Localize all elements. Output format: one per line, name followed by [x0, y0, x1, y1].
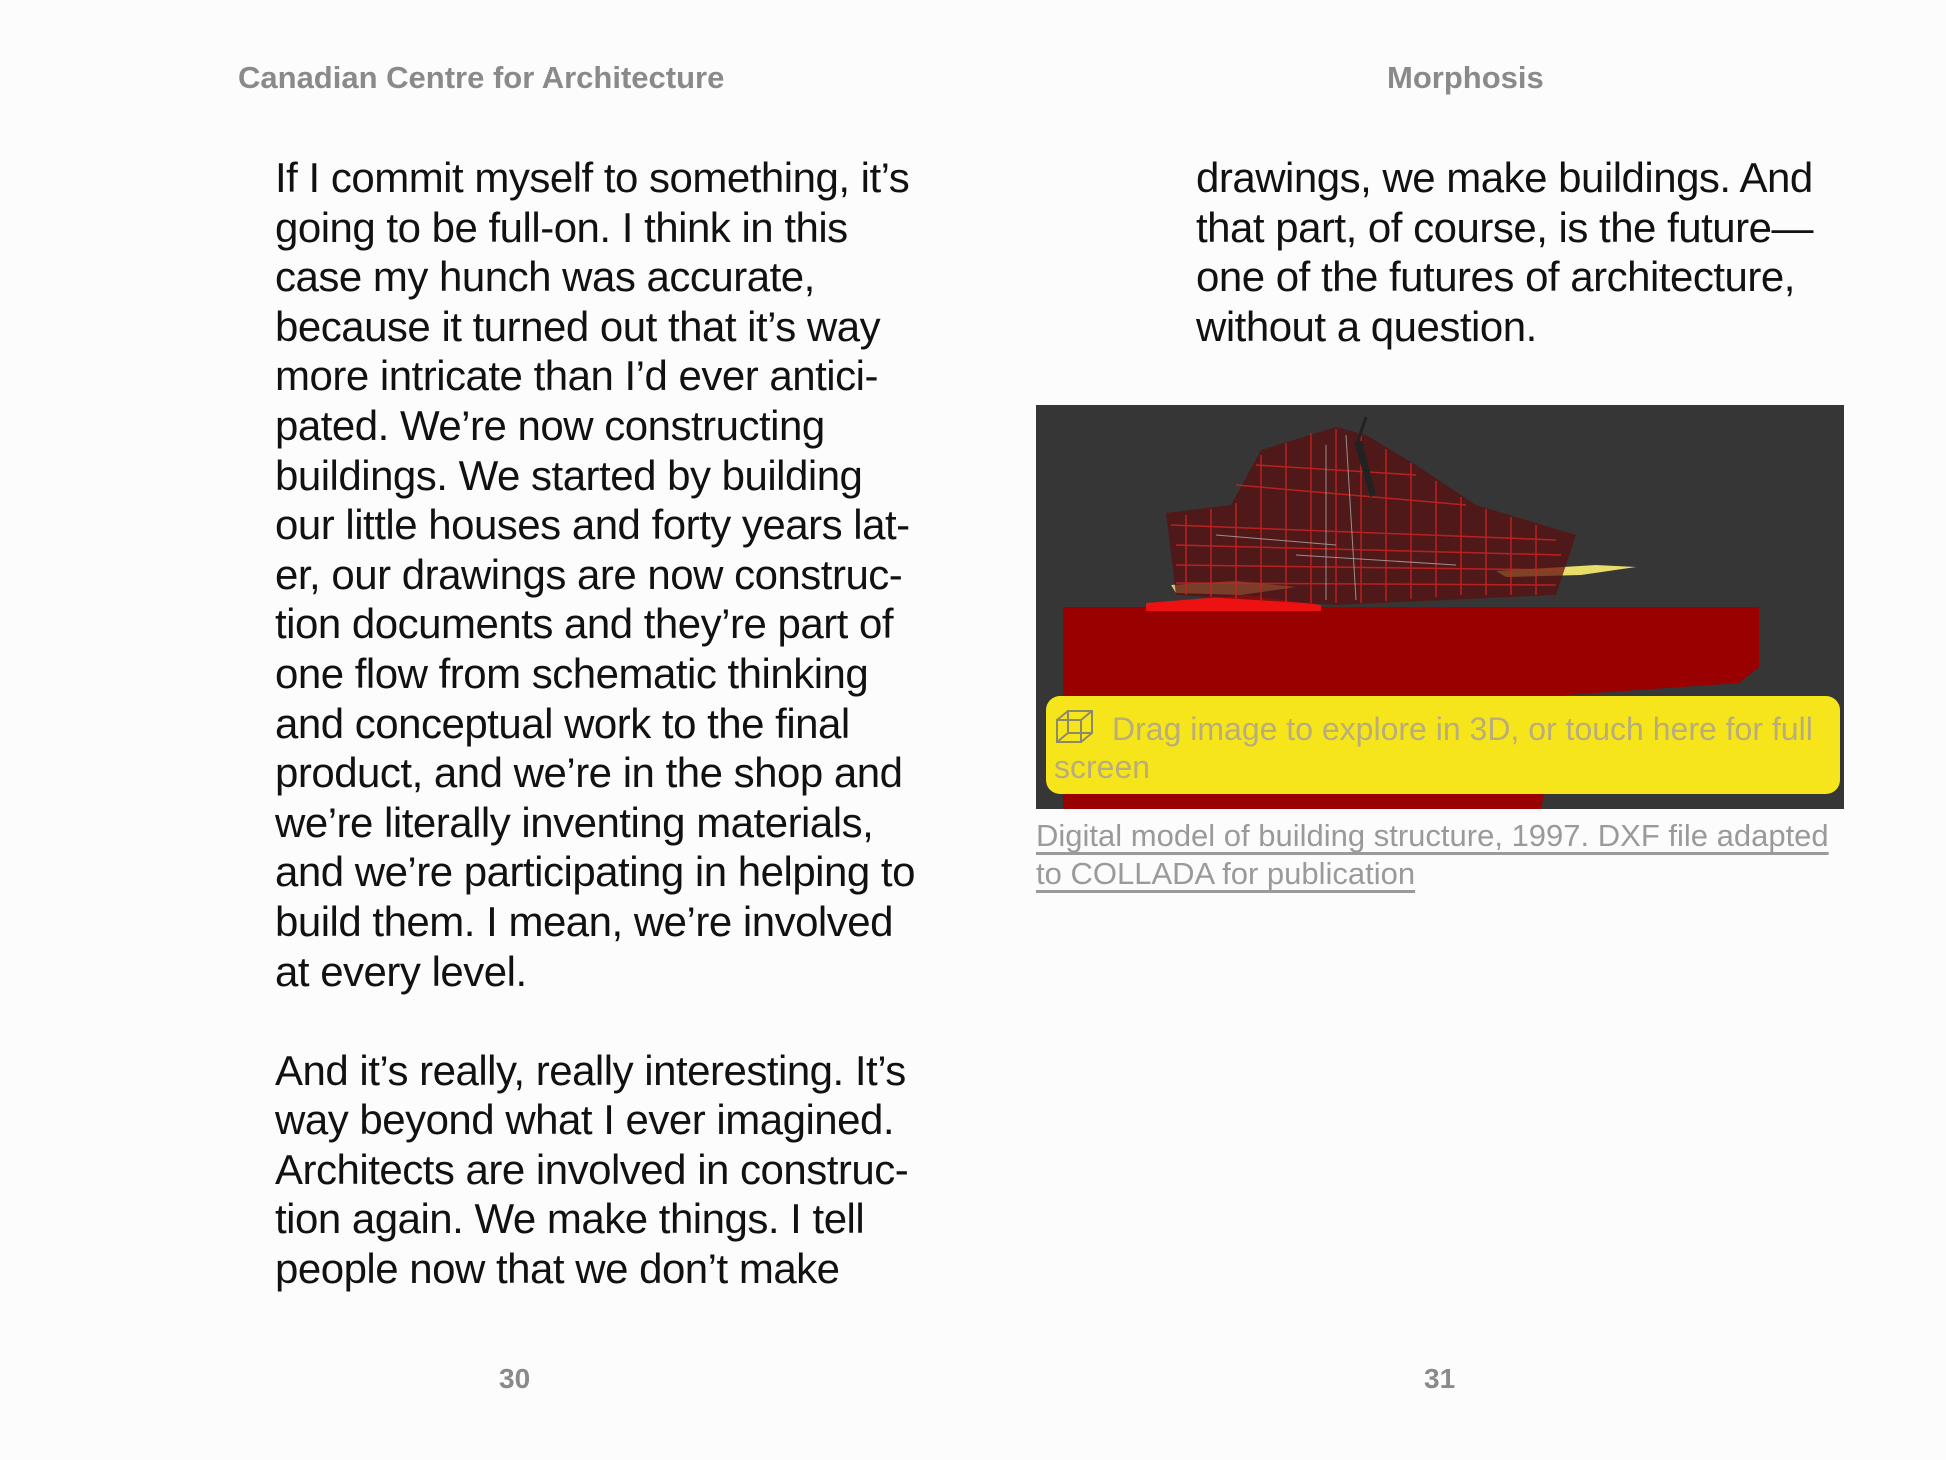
text-line: And it’s really, really interesting. It’s: [275, 1046, 906, 1094]
cube-3d-icon: [1054, 708, 1098, 746]
text-line: tion documents and they’re part of: [275, 600, 894, 648]
text-line: case my hunch was accurate,: [275, 253, 815, 301]
text-line: at every level.: [275, 947, 527, 995]
page-number-right: 31: [1424, 1363, 1456, 1394]
left-paragraph-1: [275, 153, 915, 996]
text-line: drawings, we make buildings. And: [1196, 154, 1813, 201]
explore-3d-text: Drag image to explore in 3D, or touch here for full screen: [1054, 711, 1813, 785]
text-line: product, and we’re in the shop and: [275, 749, 903, 797]
text-line: because it turned out that it’s way: [275, 302, 881, 350]
text-line: that part, of course, is the future—: [1196, 203, 1813, 251]
right-page-text: [1196, 153, 1813, 351]
text-line: er, our drawings are now construc-: [275, 550, 903, 598]
text-line: build them. I mean, we’re involved: [275, 897, 893, 945]
running-header-book-title: Canadian Centre for Architecture: [238, 60, 725, 95]
text-line: Architects are involved in construc-: [275, 1145, 909, 1193]
text-line: and conceptual work to the final: [275, 699, 850, 747]
left-paragraph-2: [275, 1046, 915, 1294]
text-line: If I commit myself to something, it’s: [275, 154, 910, 201]
text-line: one of the futures of architecture,: [1196, 253, 1795, 301]
text-line: one flow from schematic thinking: [275, 649, 869, 697]
model-structure: [1166, 427, 1576, 605]
text-line: pated. We’re now constructing: [275, 401, 825, 449]
text-line: tion again. We make things. I tell: [275, 1195, 865, 1243]
explore-3d-banner[interactable]: [1046, 696, 1840, 794]
text-line: we’re literally inventing materials,: [275, 798, 874, 846]
figure-caption[interactable]: [1036, 817, 1846, 893]
text-line: more intricate than I’d ever antici-: [275, 352, 878, 400]
text-line: without a question.: [1196, 302, 1537, 350]
text-line: people now that we don’t make: [275, 1245, 840, 1293]
text-line: and we’re participating in helping to: [275, 848, 915, 896]
left-page-text: [275, 153, 915, 1294]
text-line: going to be full-on. I think in this: [275, 203, 848, 251]
page-number-left: 30: [499, 1363, 531, 1394]
text-line: buildings. We started by building: [275, 451, 863, 499]
caption-line: to COLLADA for publication: [1036, 856, 1416, 891]
text-line: our little houses and forty years lat-: [275, 501, 910, 549]
caption-line: Digital model of building structure, 1997. DXF file adapted: [1036, 818, 1829, 853]
text-line: way beyond what I ever imagined.: [275, 1096, 895, 1144]
running-header-chapter-title: Morphosis: [1387, 60, 1544, 95]
